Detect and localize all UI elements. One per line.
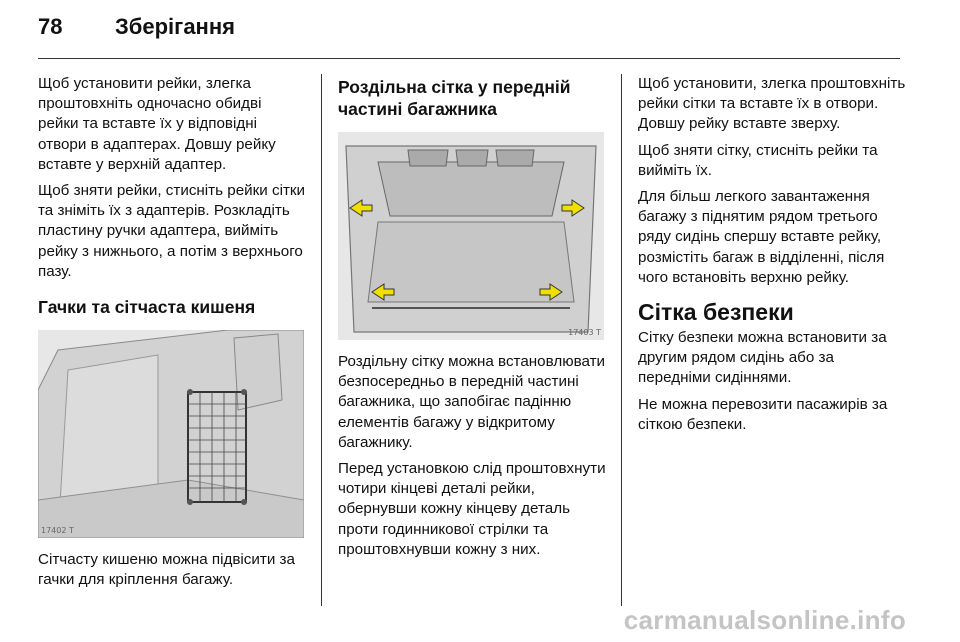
- col2-paragraph-1: Роздільну сітку можна встановлювати безпосередньо в передній частині багажника, що запобігає падінню елементів багажу у відкритому багажнику.: [338, 353, 606, 451]
- column-divider-1: [321, 74, 322, 606]
- section-heading-divider-net: Роздільна сітка у передній частині багажника: [338, 77, 571, 119]
- column-1: [38, 74, 306, 596]
- page-header: [38, 14, 235, 50]
- col1-paragraph-2: Щоб зняти рейки, стисніть рейки сітки та зніміть їх з адаптерів. Розкладіть пластину ручки адаптера, вийміть рейку з нижнього, а потім з верхнього пазу.: [38, 182, 306, 280]
- trunk-divider-illustration: [338, 132, 604, 340]
- col3-paragraph-2: Щоб зняти сітку, стисніть рейки та вийміть їх.: [638, 141, 878, 179]
- figure-divider-net: [338, 132, 604, 340]
- watermark: carmanualsonline.info: [623, 605, 906, 635]
- figure-net-pocket: [38, 330, 304, 538]
- col1-caption: Сітчасту кишеню можна підвісити за гачки для кріплення багажу.: [38, 551, 295, 589]
- net-pocket-illustration: [38, 330, 304, 538]
- section-heading-hooks-pocket: Гачки та сітчаста кишеня: [38, 297, 256, 318]
- col1-paragraph-1: Щоб установити рейки, злегка проштовхніть одночасно обидві рейки та вставте їх у відповідні отвори в адаптерах. Довшу рейку вставте у верхній адаптер.: [38, 75, 276, 173]
- page-number: 78: [38, 14, 63, 39]
- figure-code: 17403 T: [568, 328, 601, 337]
- col3-paragraph-1: Щоб установити, злегка проштовхніть рейки сітки та вставте їх в отвори. Довшу рейку вставте зверху.: [638, 75, 906, 133]
- col3-paragraph-4: Сітку безпеки можна встановити за другим рядом сидінь або за передніми сидіннями.: [638, 329, 887, 387]
- column-3: [638, 74, 906, 441]
- col2-paragraph-2: Перед установкою слід проштовхнути чотири кінцеві деталі рейки, обернувши кожну кінцеву деталь проти годинникової стрілки та проштовхнувши кожну з них.: [338, 460, 606, 558]
- column-divider-2: [621, 74, 622, 606]
- col3-paragraph-3: Для більш легкого завантаження багажу з піднятим рядом третього ряду сидінь спершу вставте рейку, розмістіть багаж в відділенні, після чого встановіть верхню рейку.: [638, 188, 885, 286]
- header-divider: [38, 58, 900, 59]
- col3-paragraph-5: Не можна перевозити пасажирів за сіткою безпеки.: [638, 395, 888, 433]
- section-heading-safety-net: Сітка безпеки: [638, 299, 794, 326]
- figure-code: 17402 T: [41, 526, 74, 536]
- column-2: [338, 74, 606, 566]
- page-title: Зберігання: [115, 14, 235, 39]
